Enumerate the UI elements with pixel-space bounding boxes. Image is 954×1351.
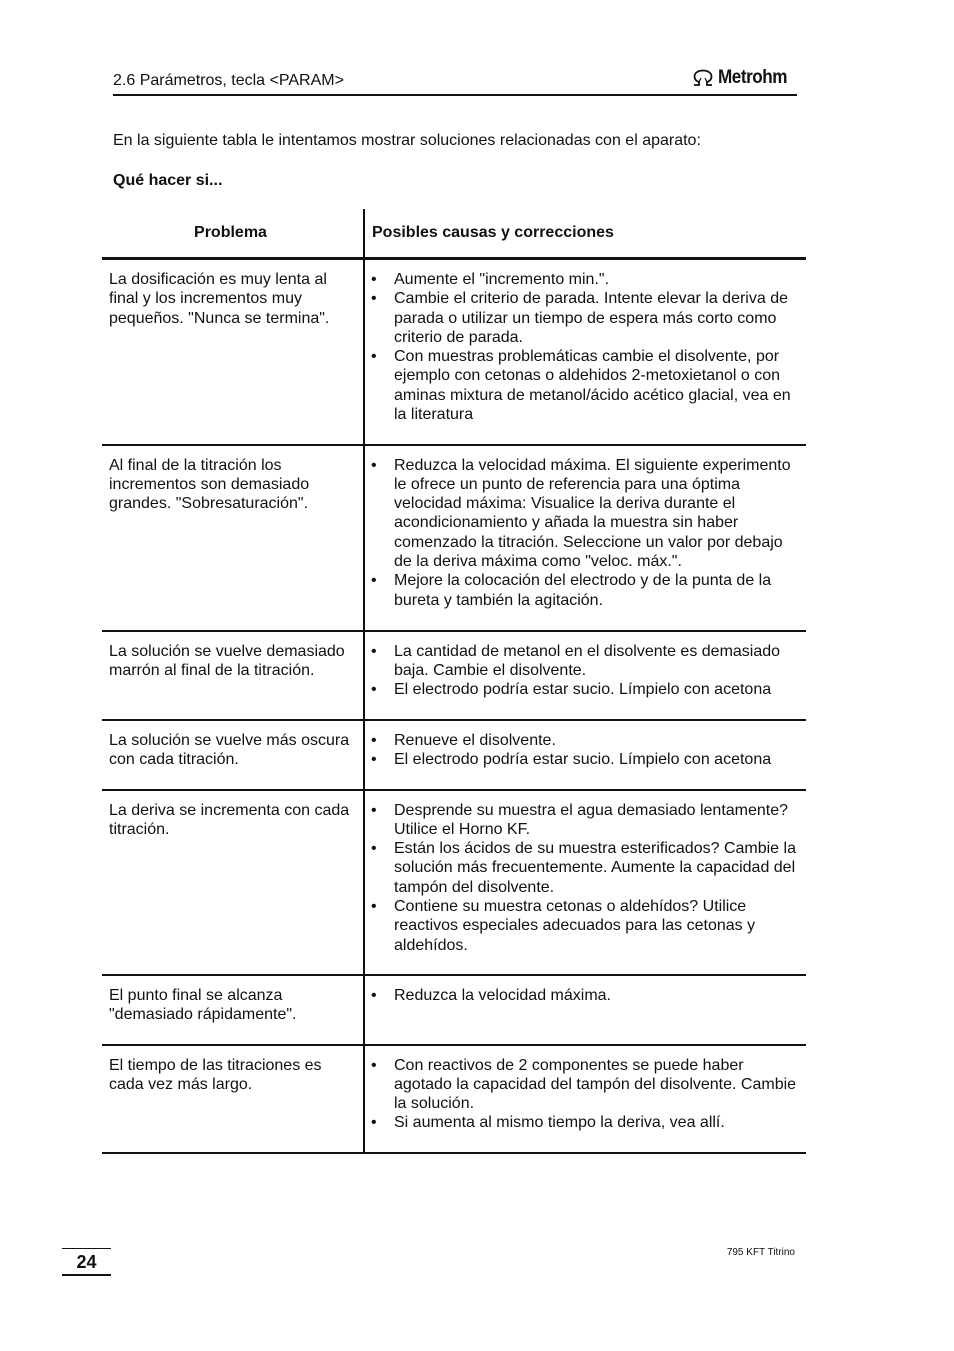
solution-text: La cantidad de metanol en el disolvente es demasiado baja. Cambie el disolvente. <box>394 642 781 679</box>
problem-cell: La dosificación es muy lenta al final y los incrementos muy pequeños. "Nunca se termina". <box>102 259 364 445</box>
solution-text: Reduzca la velocidad máxima. <box>394 986 611 1004</box>
table-row <box>102 975 806 1045</box>
solutions-list <box>371 1056 802 1133</box>
omega-logo-icon <box>691 69 715 87</box>
list-item <box>371 1056 802 1114</box>
bullet-icon: • <box>371 456 377 474</box>
solutions-cell <box>364 259 806 445</box>
list-item <box>371 270 802 289</box>
solution-text: El electrodo podría estar sucio. Límpielo con acetona <box>394 681 772 699</box>
list-item <box>371 731 802 750</box>
bullet-icon: • <box>371 642 377 660</box>
table-row <box>102 259 806 445</box>
list-item <box>371 801 802 840</box>
solutions-cell <box>364 720 806 790</box>
solutions-cell <box>364 631 806 720</box>
bullet-icon: • <box>371 1114 377 1132</box>
solutions-list <box>371 801 802 955</box>
problem-cell: El tiempo de las titraciones es cada vez más largo. <box>102 1045 364 1153</box>
troubleshooting-table <box>102 209 806 1154</box>
solutions-list <box>371 986 802 1005</box>
solution-text: El electrodo podría estar sucio. Límpielo con acetona <box>394 750 772 768</box>
list-item <box>371 347 802 424</box>
bullet-icon: • <box>371 290 377 308</box>
solution-text: Están los ácidos de su muestra esterificados? Cambie la solución más frecuentemente. Aumente la capacidad del tampón del disolvente. <box>394 840 796 896</box>
bullet-icon: • <box>371 750 377 768</box>
bullet-icon: • <box>371 801 377 819</box>
solution-text: Reduzca la velocidad máxima. El siguiente experimento le ofrece un punto de referencia para una óptima velocidad máxima: Visualice la deriva durante el acondicionamiento y añada la muestra sin haber comenzado la titración. Seleccione un valor por debajo de la deriva máxima como "veloc. máx.". <box>394 456 791 570</box>
brand-name: Metrohm <box>718 67 788 88</box>
bullet-icon: • <box>371 271 377 288</box>
table-row <box>102 445 806 631</box>
problem-cell: La deriva se incrementa con cada titración. <box>102 790 364 975</box>
list-item <box>371 839 802 897</box>
bullet-icon: • <box>371 731 377 749</box>
metrohm-logo <box>691 67 795 89</box>
page-number: 24 <box>62 1252 111 1276</box>
section-title: 2.6 Parámetros, tecla <PARAM> <box>113 72 344 89</box>
table-row <box>102 720 806 790</box>
bullet-icon: • <box>371 897 377 915</box>
solution-text: Renueve el disolvente. <box>394 731 556 749</box>
document-name: 795 KFT Titrino <box>726 1247 795 1258</box>
solution-text: Si aumenta al mismo tiempo la deriva, vea allí. <box>394 1114 725 1132</box>
page-header <box>113 64 797 96</box>
bullet-icon: • <box>371 348 377 366</box>
column-header-problem: Problema <box>102 209 364 259</box>
intro-text: En la siguiente tabla le intentamos mostrar soluciones relacionadas con el aparato: <box>113 132 701 149</box>
problem-cell: El punto final se alcanza "demasiado rápidamente". <box>102 975 364 1045</box>
solutions-list <box>371 456 802 610</box>
list-item <box>371 897 802 955</box>
solution-text: Contiene su muestra cetonas o aldehídos? Utilice reactivos especiales adecuados para las cetonas y aldehídos. <box>394 897 756 954</box>
solution-text: Cambie el criterio de parada. Intente elevar la deriva de parada o utilizar un tiempo de espera más corto como criterio de parada. <box>394 290 788 346</box>
solutions-list <box>371 642 802 700</box>
table-row <box>102 631 806 720</box>
solutions-list <box>371 731 802 770</box>
list-item <box>371 642 802 681</box>
solution-text: Con reactivos de 2 componentes se puede haber agotado la capacidad del tampón del disolvente. Cambie la solución. <box>394 1056 797 1113</box>
list-item <box>371 750 802 769</box>
solution-text: Aumente el "incremento min.". <box>394 271 610 288</box>
bullet-icon: • <box>371 681 377 699</box>
list-item <box>371 986 802 1005</box>
bullet-icon: • <box>371 1056 377 1074</box>
problem-cell: La solución se vuelve más oscura con cada titración. <box>102 720 364 790</box>
solution-text: Mejore la colocación del electrodo y de la punta de la bureta y también la agitación. <box>394 572 772 609</box>
solutions-list <box>371 270 802 424</box>
list-item <box>371 680 802 699</box>
solutions-cell <box>364 790 806 975</box>
list-item <box>371 1113 802 1132</box>
table-header-row <box>102 209 806 259</box>
solutions-cell <box>364 445 806 631</box>
solution-text: Con muestras problemáticas cambie el disolvente, por ejemplo con cetonas o aldehidos 2-metoxietanol o con aminas mixtura de metanol/ácido acético glacial, vea en la literatura <box>394 348 791 424</box>
subheading: Qué hacer si... <box>113 172 223 189</box>
table-row <box>102 790 806 975</box>
list-item <box>371 571 802 610</box>
list-item <box>371 456 802 572</box>
solutions-cell <box>364 1045 806 1153</box>
list-item <box>371 289 802 347</box>
bullet-icon: • <box>371 986 377 1004</box>
bullet-icon: • <box>371 840 377 858</box>
bullet-icon: • <box>371 572 377 590</box>
table-row <box>102 1045 806 1153</box>
problem-cell: Al final de la titración los incrementos son demasiado grandes. "Sobresaturación". <box>102 445 364 631</box>
footer-rule <box>62 1248 111 1249</box>
column-header-solutions: Posibles causas y correcciones <box>364 209 806 259</box>
problem-cell: La solución se vuelve demasiado marrón al final de la titración. <box>102 631 364 720</box>
solutions-cell <box>364 975 806 1045</box>
solution-text: Desprende su muestra el agua demasiado lentamente? Utilice el Horno KF. <box>394 801 789 838</box>
